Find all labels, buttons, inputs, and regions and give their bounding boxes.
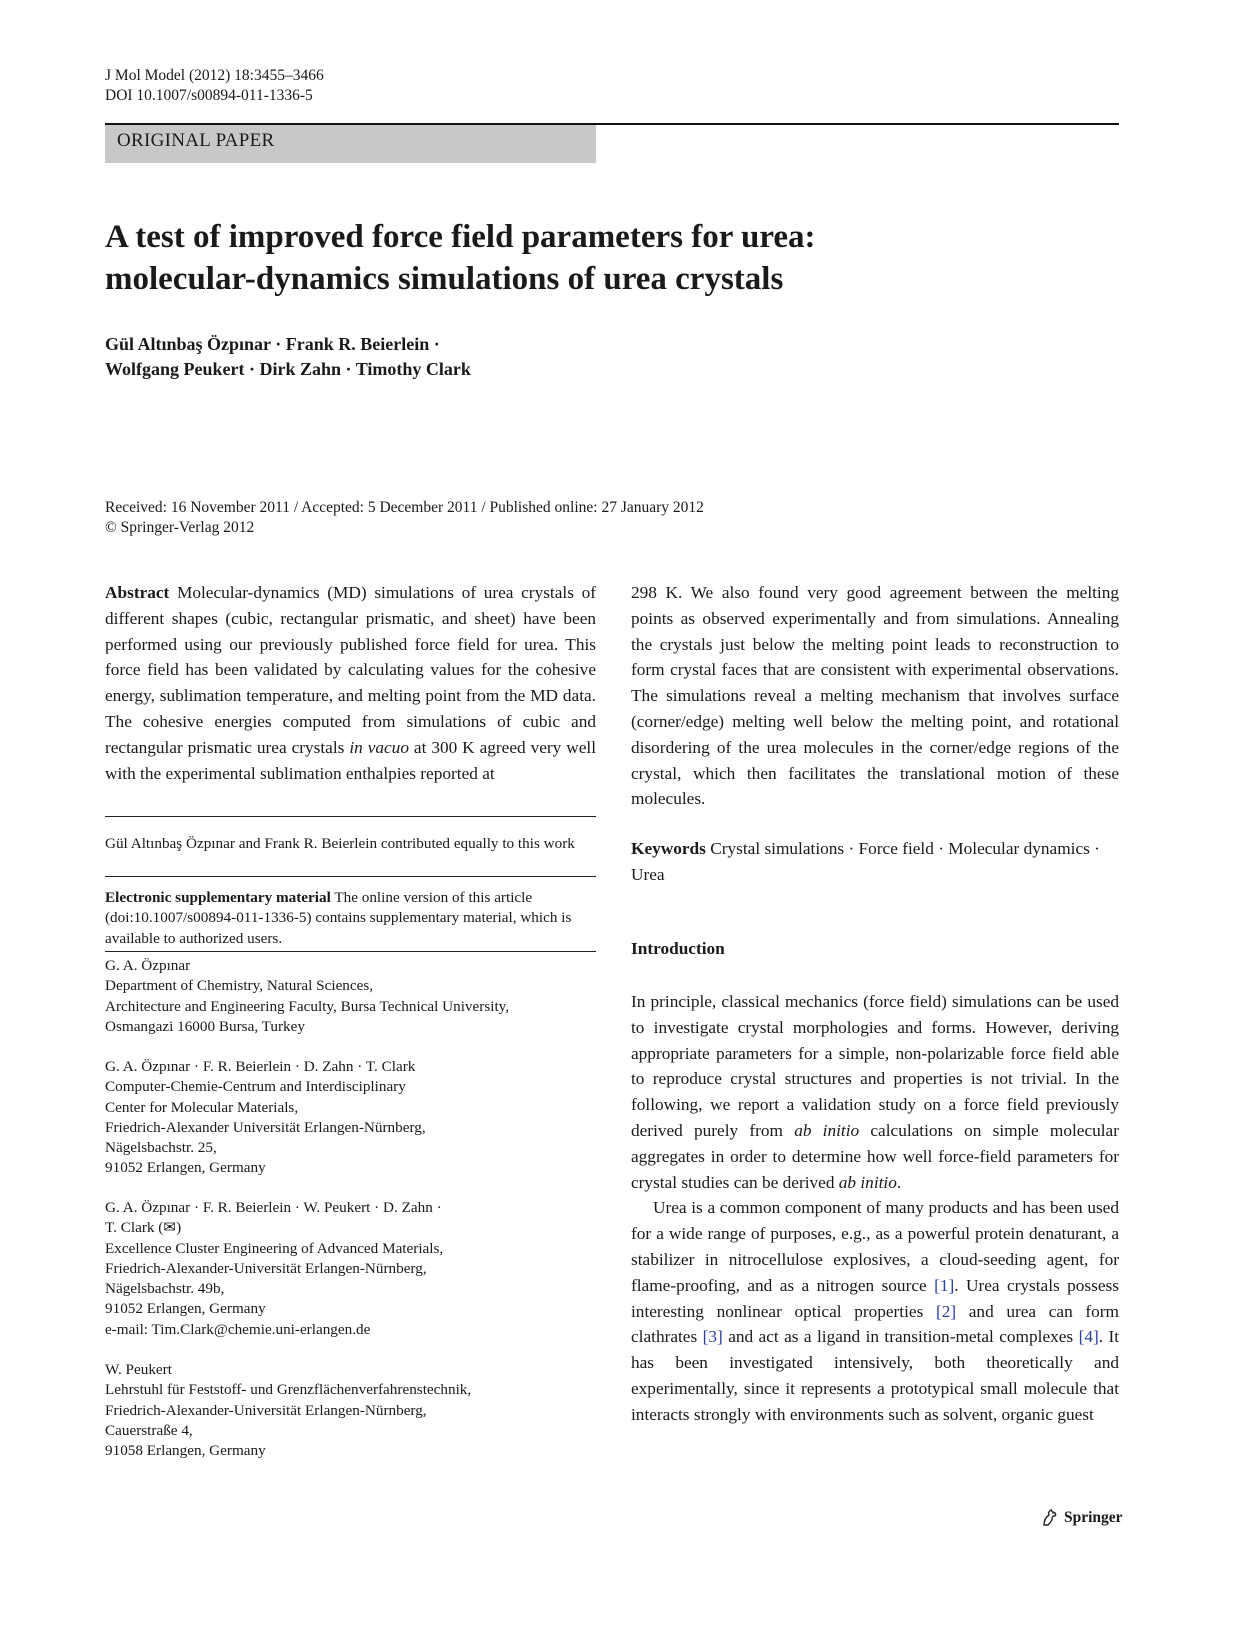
affiliation-line: Center for Molecular Materials, (105, 1098, 299, 1116)
citation-link[interactable]: [4] (1078, 1327, 1099, 1347)
affiliation-line: Computer-Chemie-Centrum and Interdisciplinary (105, 1078, 406, 1096)
affiliation-line: Nägelsbachstr. 25, (105, 1139, 217, 1157)
citation-link[interactable]: [1] (934, 1275, 955, 1295)
affiliation-3 (105, 1198, 596, 1340)
authors-line-1: Gül Altınbaş Özpınar · Frank R. Beierlein · (105, 334, 440, 354)
affiliation-line: Excellence Cluster Engineering of Advanced Materials, (105, 1239, 444, 1257)
affiliation-line: Architecture and Engineering Faculty, Bursa Technical University, (105, 997, 510, 1015)
intro-text: . (896, 1172, 902, 1192)
footnote-rule-1 (105, 816, 596, 817)
title-line-1: A test of improved force field parameters for urea: (105, 219, 816, 255)
affiliation-names: G. A. Özpınar · F. R. Beierlein · D. Zahn · T. Clark (105, 1058, 416, 1075)
affiliation-line: 91058 Erlangen, Germany (105, 1442, 266, 1460)
abstract-continued: 298 K. We also found very good agreement between the melting points as observed experimentally and from simulations. Annealing the crystals just below the melting point leads to reconstruction to form crystal faces that are consistent with experimental observations. The simulations reveal a melting mechanism that involves surface (corner/edge) melting well below the melting point, and rotational disordering of the urea molecules in the corner/edge regions of the crystal, which then facilitates the translational motion of these molecules. (631, 583, 1119, 809)
introduction-heading: Introduction (631, 939, 725, 958)
affiliation-line: Cauerstraße 4, (105, 1421, 193, 1439)
intro-paragraph-1 (631, 989, 1119, 1195)
citation-link[interactable]: [3] (702, 1327, 723, 1347)
section-band (105, 125, 596, 163)
intro-text: . Urea crystals possess interesting nonlinear optical properties (631, 1275, 1120, 1321)
intro-text: Urea is a common component of many products and has been used for a wide range of purposes, e.g., as a powerful protein denaturant, a stabilizer in nitrocellulose explosives, a cloud-seeding agent, for flame-proofing, and as a nitrogen source (631, 1198, 1119, 1295)
affiliation-line: Department of Chemistry, Natural Sciences, (105, 977, 374, 995)
footnote-rule-2 (105, 876, 596, 877)
affiliation-line: Lehrstuhl für Feststoff- und Grenzflächenverfahrenstechnik, (105, 1381, 472, 1399)
intro-text: and urea can form clathrates (631, 1301, 1119, 1347)
keywords-text: Crystal simulations · Force field · Molecular dynamics · Urea (631, 839, 1100, 884)
intro-italic: ab initio (794, 1120, 860, 1140)
esm-note (105, 888, 596, 949)
keywords (631, 836, 1119, 888)
email-link[interactable]: e-mail: Tim.Clark@chemie.uni-erlangen.de (105, 1320, 371, 1338)
intro-italic: ab initio (838, 1172, 897, 1192)
paper-title (105, 216, 1105, 300)
section-label: ORIGINAL PAPER (117, 130, 275, 151)
affiliation-1 (105, 956, 596, 1037)
affiliation-line: Friedrich-Alexander-Universität Erlangen-Nürnberg, (105, 1401, 427, 1419)
copyright: © Springer-Verlag 2012 (105, 519, 255, 536)
abstract (105, 580, 596, 786)
esm-text: The online version of this article (doi:10.1007/s00894-011-1336-5) contains supplementary material, which is available to authorized users. (105, 889, 572, 947)
affiliation-line: 91052 Erlangen, Germany (105, 1300, 266, 1318)
intro-text: and act as a ligand in transition-metal complexes (722, 1327, 1079, 1347)
publisher-logo (1040, 1508, 1123, 1528)
abstract-text-b: at 300 K agreed very well with the experimental sublimation enthalpies reported at (105, 737, 596, 783)
springer-horse-icon (1040, 1508, 1060, 1528)
abstract-italic: in vacuo (349, 737, 409, 757)
affiliation-line: Friedrich-Alexander Universität Erlangen-Nürnberg, (105, 1118, 426, 1136)
affiliation-names: G. A. Özpınar · F. R. Beierlein · W. Peukert · D. Zahn · (105, 1199, 442, 1216)
equal-contribution-note: Gül Altınbaş Özpınar and Frank R. Beierlein contributed equally to this work (105, 835, 575, 852)
intro-text: . It has been investigated intensively, both theoretically and experimentally, since it represents a prototypical small molecule that interacts strongly with environments such as solvent, organic guest (631, 1327, 1120, 1424)
affiliation-4 (105, 1360, 596, 1461)
intro-paragraph-2 (631, 1195, 1119, 1427)
affiliation-line: 91052 Erlangen, Germany (105, 1159, 266, 1177)
affiliation-2 (105, 1057, 596, 1179)
keywords-label: Keywords (631, 839, 706, 858)
affiliation-names: W. Peukert (105, 1361, 172, 1378)
authors-line-2: Wolfgang Peukert · Dirk Zahn · Timothy Clark (105, 359, 471, 379)
affiliation-line: Osmangazi 16000 Bursa, Turkey (105, 1017, 305, 1035)
intro-text: In principle, classical mechanics (force field) simulations can be used to investigate crystal morphologies and forms. However, deriving appropriate parameters for a simple, non-polarizable force field able to reproduce crystal structures and properties is not trivial. In the following, we report a validation study on a force field previously derived purely from (631, 992, 1119, 1140)
abstract-label: Abstract (105, 583, 170, 602)
journal-header (105, 66, 324, 106)
journal-citation: J Mol Model (2012) 18:3455–3466 (105, 67, 324, 84)
affiliation-names: G. A. Özpınar (105, 957, 191, 974)
publisher-name: Springer (1064, 1509, 1123, 1526)
affiliation-names-2: T. Clark (✉) (105, 1219, 182, 1237)
title-line-2: molecular-dynamics simulations of urea crystals (105, 261, 784, 297)
affiliation-line: Friedrich-Alexander-Universität Erlangen-Nürnberg, (105, 1259, 427, 1277)
history-dates: Received: 16 November 2011 / Accepted: 5 December 2011 / Published online: 27 January 2012 (105, 499, 704, 516)
intro-text: calculations on simple molecular aggregates in order to determine how well force-field parameters for crystal studies can be derived (631, 1120, 1119, 1192)
citation-link[interactable]: [2] (935, 1301, 957, 1321)
esm-label: Electronic supplementary material (105, 889, 331, 906)
journal-doi: DOI 10.1007/s00894-011-1336-5 (105, 87, 313, 104)
footnote-rule-3 (105, 951, 596, 952)
introduction-body (631, 989, 1119, 1428)
abstract-text-a: Molecular-dynamics (MD) simulations of urea crystals of different shapes (cubic, rectangular prismatic, and sheet) have been performed using our previously published force field for urea. This force field has been validated by calculating values for the cohesive energy, sublimation temperature, and melting point from the MD data. The cohesive energies computed from simulations of cubic and rectangular prismatic urea crystals (105, 583, 596, 757)
publication-dates (105, 498, 1005, 538)
affiliation-line: Nägelsbachstr. 49b, (105, 1280, 225, 1298)
author-list (105, 332, 725, 382)
